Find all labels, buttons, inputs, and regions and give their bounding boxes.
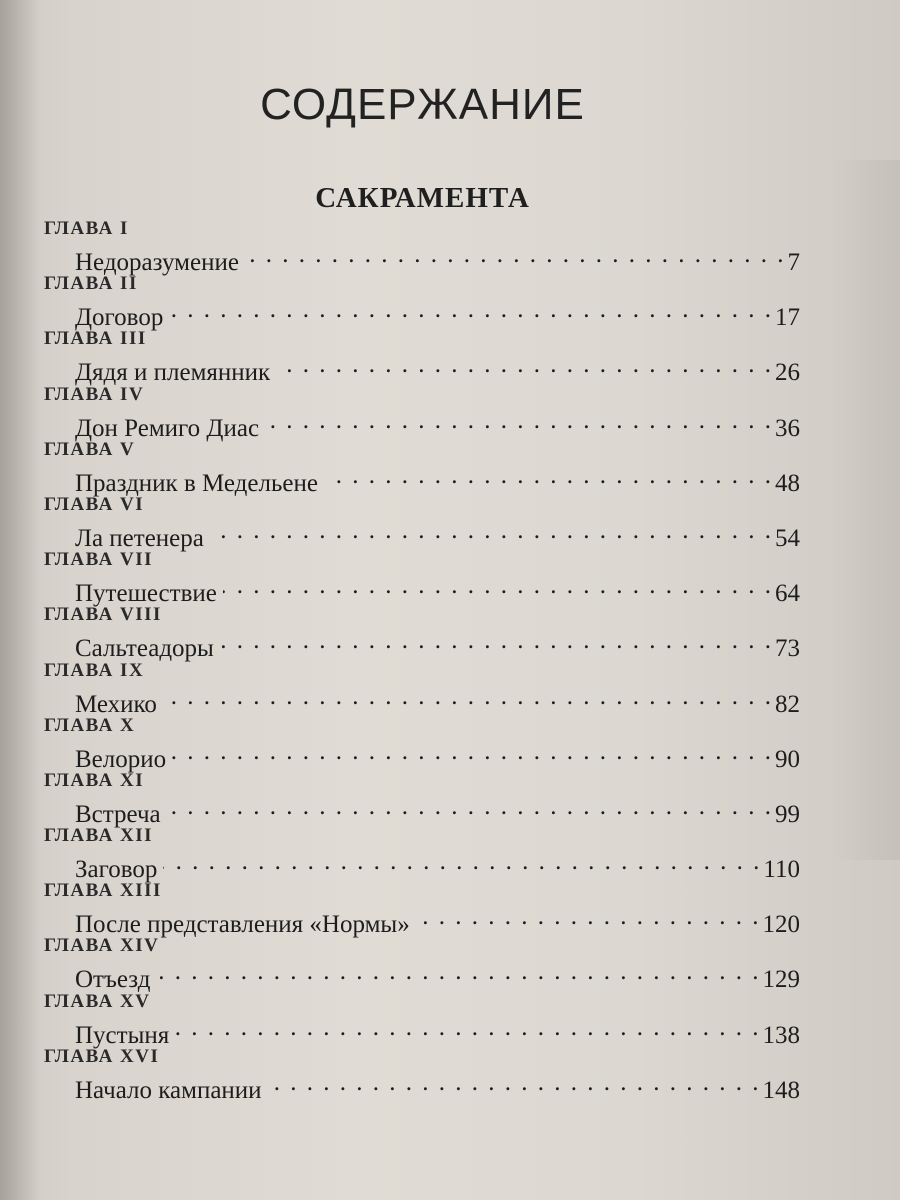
page-number: 64 [775,580,800,608]
chapter-label: ГЛАВА V [44,438,136,460]
chapter-title: Праздник в Медельене [75,469,318,497]
dot-leader [324,461,773,491]
chapter-label: ГЛАВА XIV [44,935,160,957]
chapter-label: ГЛАВА II [44,273,138,295]
dot-leader [167,792,773,822]
chapter-label: ГЛАВА VI [44,493,145,515]
page-number: 129 [762,966,800,994]
page-number: 17 [775,304,800,332]
toc-chapter [44,822,800,884]
chapter-label: ГЛАВА XII [44,825,154,847]
toc-chapter [44,877,800,939]
dot-leader [172,737,773,767]
dot-leader [175,1013,760,1043]
dot-leader [416,902,761,932]
chapter-title: Путешествие [75,580,217,608]
chapter-title: Дядя и племянник [75,359,271,387]
chapter-label: ГЛАВА XIII [44,880,162,902]
chapter-label: ГЛАВА XV [44,990,151,1012]
page-number: 120 [762,911,800,939]
toc-chapter [44,767,800,828]
chapter-label: ГЛАВА VII [44,549,154,571]
toc-chapter [44,215,800,276]
chapter-title: Начало кампании [75,1076,262,1104]
chapter-title: Мехико [75,690,157,718]
page-number: 110 [763,856,800,884]
toc-chapter [44,325,800,387]
page-number: 7 [787,249,800,276]
chapter-title: Договор [75,304,164,332]
chapter-title: Сальтеадоры [75,635,214,663]
toc-chapter [44,491,800,552]
dot-leader [210,516,773,546]
page-title: СОДЕРЖАНИЕ [260,80,585,129]
page-number: 148 [762,1076,800,1104]
dot-leader [163,847,761,877]
dot-leader [223,571,773,601]
dot-leader [220,626,773,656]
chapter-title: Отъезд [75,966,151,994]
dot-leader [163,682,773,712]
toc-chapter [44,932,800,994]
chapter-label: ГЛАВА X [44,714,136,736]
chapter-label: ГЛАВА III [44,328,147,350]
dot-leader [268,1068,761,1098]
chapter-label: ГЛАВА VIII [44,604,162,626]
page-number: 82 [775,690,800,718]
page-number: 138 [762,1021,800,1049]
page-number: 73 [775,635,800,663]
toc-chapter [44,657,800,718]
toc-chapter [44,436,800,497]
toc-chapter [44,270,800,332]
page-edge-shade [830,160,900,860]
dot-leader [276,350,773,380]
toc-entry [75,1068,800,1106]
page-number: 90 [775,745,800,773]
chapter-label: ГЛАВА IX [44,659,145,681]
chapter-label: ГЛАВА XVI [44,1045,160,1067]
page-number: 26 [775,359,800,387]
toc-chapter [44,381,800,442]
dot-leader [169,295,773,325]
chapter-label: ГЛАВА IV [44,383,145,405]
page-number: 36 [775,414,800,442]
page-gutter-shadow [0,0,40,1200]
dot-leader [245,240,786,270]
chapter-label: ГЛАВА I [44,218,129,239]
chapter-title: Недоразумение [75,249,239,276]
chapter-title: Дон Ремиго Диас [75,414,260,442]
toc-chapter [44,1043,800,1104]
dot-leader [156,957,760,987]
toc-chapter [44,546,800,608]
page-number: 48 [775,469,800,497]
toc-chapter [44,712,800,773]
chapter-title: Ла петенера [75,524,204,552]
page-number: 54 [775,524,800,552]
chapter-title: Пустыня [75,1021,170,1049]
chapter-label: ГЛАВА XI [44,769,145,791]
chapter-title: Заговор [75,856,158,884]
toc-chapter [44,601,800,663]
toc-chapter [44,988,800,1049]
chapter-title: Велорио [75,745,167,773]
table-of-contents [44,215,800,1104]
section-title: САКРАМЕНТА [315,182,530,214]
chapter-title: После представления «Нормы» [75,911,410,939]
dot-leader [265,406,773,436]
page-number: 99 [775,800,800,828]
chapter-title: Встреча [75,800,161,828]
